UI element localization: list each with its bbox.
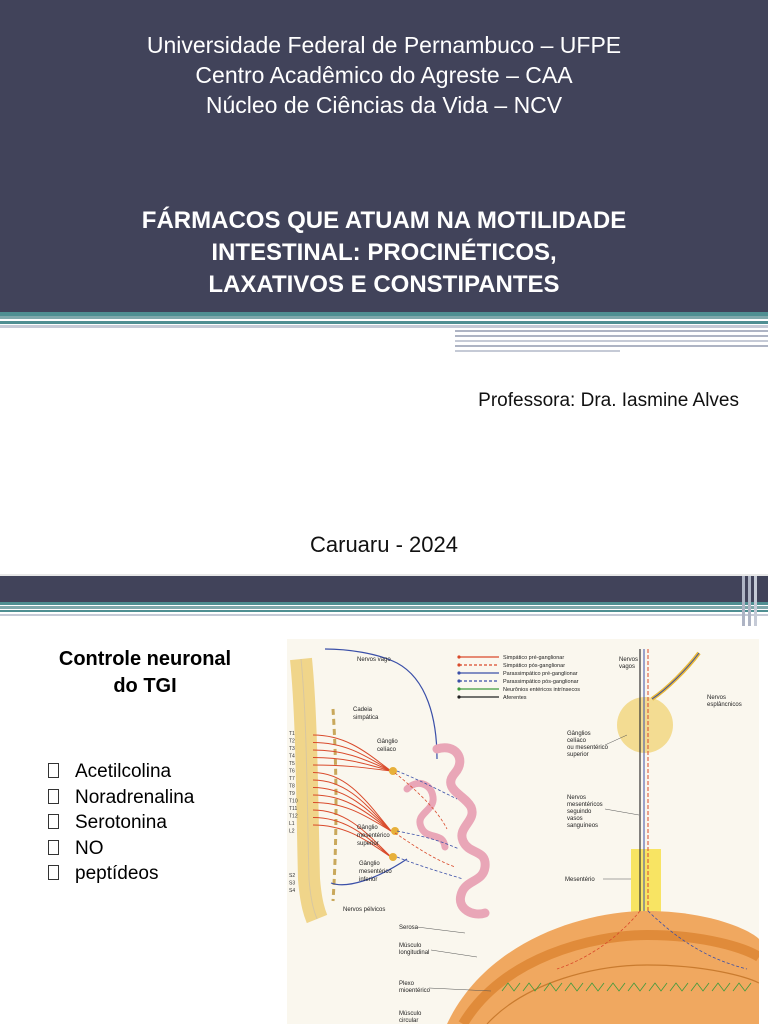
bullet-box-icon — [48, 840, 59, 855]
slide-title-line: Controle neuronal — [58, 648, 232, 670]
vertebra-label: L2 — [289, 828, 295, 835]
legend-dot — [457, 655, 460, 658]
svg-text:Músculo: Músculo — [399, 943, 422, 949]
vertebra-label: T1 — [289, 731, 295, 737]
legend-dot — [457, 671, 460, 674]
svg-text:Mesentério: Mesentério — [565, 877, 595, 883]
legend-label: Parassimpático pós-ganglionar — [503, 679, 579, 685]
presentation-title — [0, 205, 768, 301]
list-item: Acetilcolina — [48, 759, 194, 785]
slide-title — [30, 646, 260, 700]
vertebra-label: S4 — [289, 888, 296, 894]
svg-text:simpática: simpática — [353, 715, 379, 721]
vertebra-label: T4 — [289, 753, 295, 760]
svg-text:Plexo: Plexo — [399, 981, 415, 987]
title-line: LAXATIVOS E CONSTIPANTES — [208, 271, 560, 298]
diagram-legend — [457, 655, 580, 701]
title-line: INTESTINAL: PROCINÉTICOS, — [211, 239, 557, 266]
institution-line: Centro Acadêmico do Agreste – CAA — [195, 62, 573, 88]
legend-dot — [457, 679, 460, 682]
bullet-box-icon — [48, 865, 59, 880]
list-item: Noradrenalina — [48, 785, 194, 811]
content-slide — [0, 576, 768, 1024]
svg-text:seguindo: seguindo — [567, 809, 592, 815]
legend-label: Simpático pós-ganglionar — [503, 663, 566, 669]
svg-text:celíaco: celíaco — [567, 738, 587, 744]
institution-line: Núcleo de Ciências da Vida – NCV — [205, 92, 563, 118]
svg-text:Cadeia: Cadeia — [353, 707, 373, 713]
bullet-box-icon — [48, 763, 59, 778]
legend-dot — [457, 695, 460, 698]
slide-title-line: do TGI — [113, 675, 177, 697]
svg-text:mesentéricos: mesentéricos — [567, 802, 603, 808]
svg-text:Gânglio: Gânglio — [359, 861, 380, 867]
svg-text:Nervos: Nervos — [567, 795, 587, 801]
svg-text:Gânglio: Gânglio — [377, 739, 398, 745]
svg-text:Músculo: Músculo — [399, 1011, 422, 1017]
intestinal-wall — [447, 911, 759, 1024]
header-banner — [0, 576, 768, 602]
vertebra-label: T12 — [289, 813, 298, 820]
mesentery-band — [631, 849, 661, 919]
sympathetic-fiber — [313, 825, 391, 857]
vertebra-label: L1 — [289, 821, 295, 827]
vertebra-label: T5 — [289, 761, 295, 767]
inferior-mesenteric-ganglion — [389, 853, 397, 861]
vertebra-label: T7 — [289, 776, 295, 782]
svg-text:Nervos: Nervos — [707, 695, 727, 701]
vertebra-label: T8 — [289, 783, 295, 790]
vertebra-label: T6 — [289, 768, 295, 775]
svg-text:mioentérico: mioentérico — [399, 988, 431, 994]
label-nervos-vago: Nervos vago — [357, 657, 391, 663]
ganglia-cluster — [617, 697, 673, 753]
legend-label: Parassimpático pré-ganglionar — [503, 671, 578, 677]
svg-text:Gânglio: Gânglio — [357, 825, 378, 831]
legend-label: Neurônios entéricos intrínsecos — [503, 687, 581, 693]
svg-text:Serosa: Serosa — [399, 925, 419, 931]
vertebra-label: T2 — [289, 738, 295, 745]
svg-text:superior: superior — [567, 752, 589, 758]
svg-text:vagos: vagos — [619, 664, 636, 670]
legend-label: Simpático pré-ganglionar — [503, 655, 565, 661]
vertebra-label: T10 — [289, 798, 298, 805]
svg-text:esplâncnicos: esplâncnicos — [707, 702, 742, 708]
legend-label: Aferentes — [503, 695, 527, 701]
svg-text:sanguíneos: sanguíneos — [567, 823, 599, 829]
svg-text:longitudinal: longitudinal — [399, 950, 430, 956]
svg-text:circular: circular — [399, 1018, 419, 1024]
svg-text:celíaco: celíaco — [377, 747, 397, 753]
title-line: FÁRMACOS QUE ATUAM NA MOTILIDADE — [141, 207, 627, 234]
legend-dot — [457, 663, 460, 666]
professor-name: Professora: Dra. Iasmine Alves — [478, 390, 739, 411]
header-banner — [0, 0, 768, 312]
list-item: Serotonina — [48, 810, 194, 836]
bullet-box-icon — [48, 789, 59, 804]
list-item: NO — [48, 836, 194, 862]
intestine-icon — [437, 748, 485, 914]
institution-block — [0, 30, 768, 120]
vertebra-label: T11 — [289, 806, 298, 812]
svg-text:Gânglios: Gânglios — [567, 731, 591, 737]
svg-text:superior: superior — [357, 841, 379, 847]
svg-text:mesentérico: mesentérico — [359, 869, 392, 875]
vertebra-label: T3 — [289, 746, 295, 752]
svg-text:Nervos: Nervos — [619, 657, 639, 663]
institution-line: Universidade Federal de Pernambuco – UFPE — [146, 32, 622, 58]
list-item: peptídeos — [48, 861, 194, 887]
legend-dot — [457, 687, 460, 690]
bullet-box-icon — [48, 814, 59, 829]
neuronal-control-diagram — [287, 639, 759, 1024]
svg-text:inferior: inferior — [359, 877, 378, 883]
vertebra-label: T9 — [289, 791, 295, 797]
city-year: Caruaru - 2024 — [310, 532, 458, 557]
svg-text:vasos: vasos — [567, 816, 583, 822]
bullet-list — [48, 759, 194, 887]
label-nervos-pelvicos: Nervos pélvicos — [343, 907, 386, 913]
svg-text:ou mesentérico: ou mesentérico — [567, 745, 609, 751]
vertebra-label: S2 — [289, 873, 296, 879]
svg-text:mesentérico: mesentérico — [357, 833, 390, 839]
vertebra-label: S3 — [289, 880, 296, 887]
